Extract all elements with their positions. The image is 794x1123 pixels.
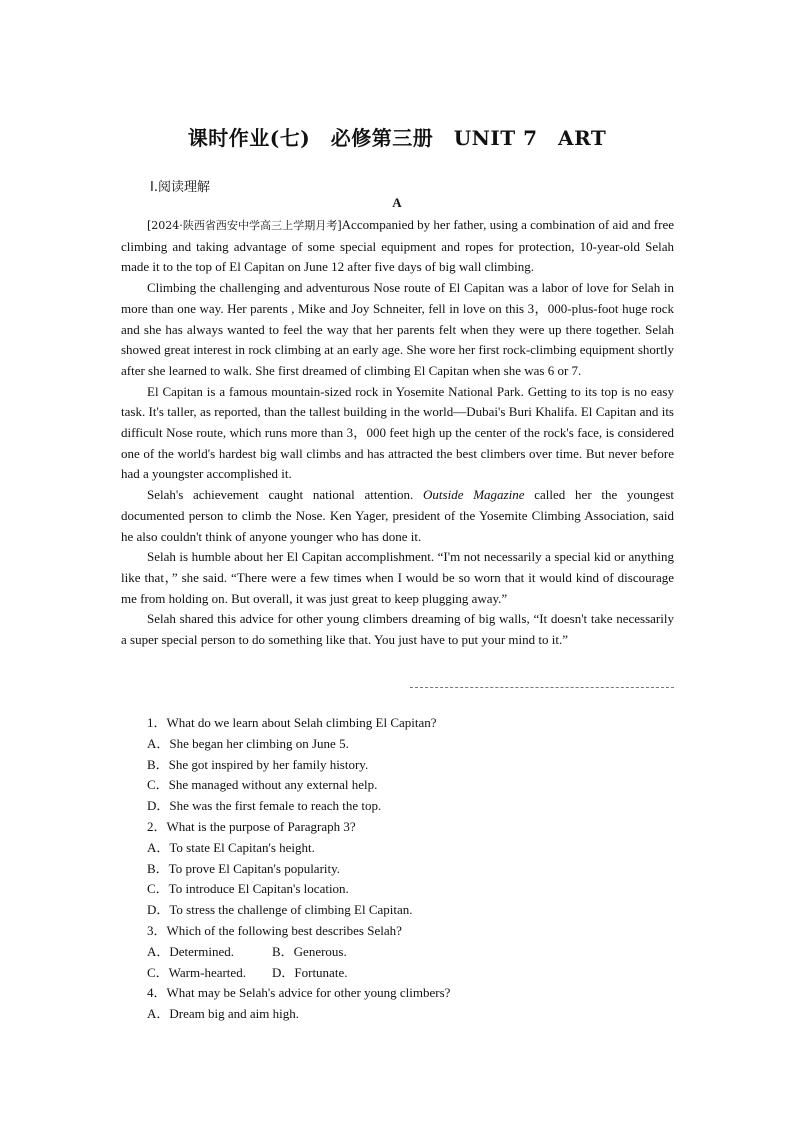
paragraph-1-text: Accompanied by her father, using a combination of aid and free climbing and taking advantage of some special equipment and ropes for protection, 10-year-old Selah made it to the top of El Capitan on June 12 after five days of big wall climbing.: [121, 217, 674, 275]
question-2-option-b: B．To prove El Capitan's popularity.: [147, 860, 341, 876]
paragraph-4-text-b: called her the youngest documented person to climb the Nose. Ken Yager, president of the Yosemite Climbing Association, said he also couldn't think of anyone younger who has done it.: [121, 487, 674, 544]
question-2-option-d: D．To stress the challenge of climbing El Capitan.: [147, 902, 413, 918]
question-2-option-a: A．To state El Capitan's height.: [147, 839, 315, 855]
question-1-stem: 1．What do we learn about Selah climbing El Capitan?: [147, 715, 437, 730]
passage-label: A: [392, 195, 402, 210]
dashed-divider: [410, 687, 674, 688]
question-3-options-row-1: [147, 942, 667, 963]
question-1-option-d: D．She was the first female to reach the top.: [147, 798, 382, 814]
paragraph-5: Selah is humble about her El Capitan accomplishment. “I'm not necessarily a special kid or anything like that，” she said. “There were a few times when I would be so worn that it would kind of discourage me from holding on. But overall, it was just great to keep plugging away.”: [121, 549, 674, 606]
question-4-option-a: A．Dream big and aim high.: [147, 1006, 299, 1022]
question-2-stem: 2．What is the purpose of Paragraph 3?: [147, 818, 356, 834]
paragraph-2: Climbing the challenging and adventurous Nose route of El Capitan was a labor of love for Selah in more than one way. Her parents , Mike and Joy Schneiter, fell in love on this 3，000-plus-foot huge rock and she has always wanted to feel the way that her parents felt when they were up there together. Selah showed great interest in rock climbing at an early age. She wore her first rock-climbing equipment shortly after she learned to walk. She first dreamed of climbing El Capitan when she was 6 or 7.: [121, 280, 674, 378]
question-3-stem: 3．Which of the following best describes Selah?: [147, 922, 402, 938]
question-3-option-b: B．Generous.: [272, 943, 347, 959]
question-1-option-a: A．She began her climbing on June 5.: [147, 735, 349, 751]
question-3-option-a: A．Determined.: [147, 943, 235, 959]
page-title: 课时作业(七) 必修第三册 UNIT 7 ART: [187, 126, 607, 150]
paragraph-4: [121, 485, 674, 547]
question-4-stem: 4．What may be Selah's advice for other young climbers?: [147, 985, 451, 1001]
question-2-option-c: C．To introduce El Capitan's location.: [147, 881, 349, 897]
section-heading: Ⅰ.阅读理解: [150, 180, 210, 195]
source-citation: [2024·陕西省西安中学高三上学期月考]: [147, 219, 342, 232]
question-1-option-c: C．She managed without any external help.: [147, 777, 378, 793]
reading-passage: [121, 215, 674, 651]
magazine-title: Outside Magazine: [423, 487, 525, 503]
paragraph-4-text-a: Selah's achievement caught national attention.: [147, 487, 424, 503]
question-list: [147, 713, 667, 1025]
paragraph-1: [121, 215, 674, 278]
question-3-option-d: D．Fortunate.: [272, 964, 348, 980]
question-1-option-b: B．She got inspired by her family history.: [147, 756, 369, 772]
paragraph-3: El Capitan is a famous mountain-sized rock in Yosemite National Park. Getting to its top is no easy task. It's taller, as reported, than the tallest building in the world—Dubai's Buri Khalifa. El Capitan and its difficult Nose route, which runs more than 3，000 feet high up the center of the rock's face, is considered one of the world's hardest big wall climbs and has attracted the best climbers over time. But never before had a youngster accomplished it.: [121, 383, 674, 482]
question-3-options-row-2: [147, 963, 667, 984]
question-3-option-c: C．Warm-hearted.: [147, 964, 246, 980]
paragraph-6: Selah shared this advice for other young climbers dreaming of big walls, “It doesn't take necessarily a super special person to do something like that. You just have to put your mind to it.”: [121, 611, 674, 648]
